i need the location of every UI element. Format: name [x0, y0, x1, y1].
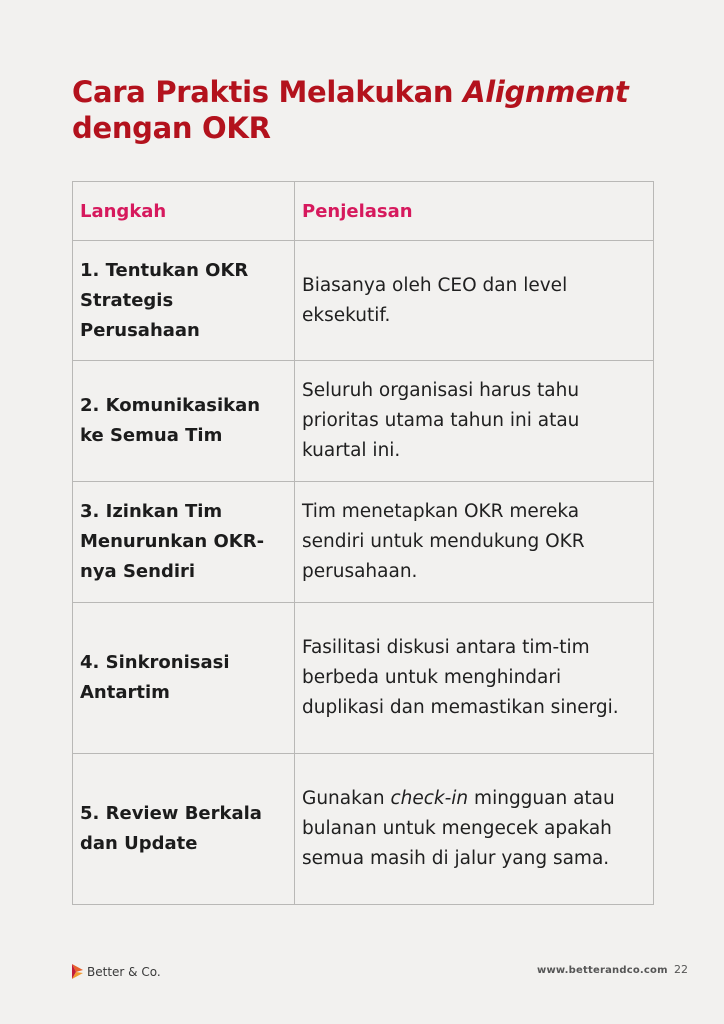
step-cell: 5. Review Berkala dan Update [73, 754, 295, 905]
title-text: Cara Praktis Melakukan [72, 75, 464, 109]
check-in-emphasis: check-in [390, 788, 469, 809]
page-title [72, 74, 672, 146]
description-cell [295, 754, 654, 905]
description-text: Gunakan [302, 788, 391, 809]
step-cell: 2. Komunikasikan ke Semua Tim [73, 361, 295, 482]
title-emphasis: Alignment [463, 75, 629, 109]
step-cell: 1. Tentukan OKR Strategis Perusahaan [73, 241, 295, 361]
table-row [73, 241, 654, 361]
brand-name: Better & Co. [87, 964, 161, 979]
header-langkah: Langkah [73, 182, 295, 241]
description-cell: Biasanya oleh CEO dan level eksekutif. [295, 241, 654, 361]
description-cell: Fasilitasi diskusi antara tim-tim berbeda untuk menghindari duplikasi dan memastikan sinergi. [295, 603, 654, 754]
footer-brand [72, 964, 161, 979]
table-row [73, 361, 654, 482]
table-row [73, 754, 654, 905]
table-row [73, 603, 654, 754]
description-cell: Tim menetapkan OKR mereka sendiri untuk mendukung OKR perusahaan. [295, 482, 654, 603]
title-text-end: dengan OKR [72, 111, 271, 145]
okr-alignment-table [72, 181, 654, 905]
page-number: 22 [674, 963, 688, 976]
better-and-co-logo-icon [72, 964, 83, 979]
description-text-end: mingguan atau bulanan untuk mengecek apakah semua masih di jalur yang sama. [302, 788, 615, 869]
table-header-row [73, 182, 654, 241]
step-cell: 3. Izinkan Tim Menurunkan OKR-nya Sendiri [73, 482, 295, 603]
step-cell: 4. Sinkronisasi Antartim [73, 603, 295, 754]
table-row [73, 482, 654, 603]
header-penjelasan: Penjelasan [295, 182, 654, 241]
description-cell: Seluruh organisasi harus tahu prioritas utama tahun ini atau kuartal ini. [295, 361, 654, 482]
website-url: www.betterandco.com [537, 965, 668, 976]
